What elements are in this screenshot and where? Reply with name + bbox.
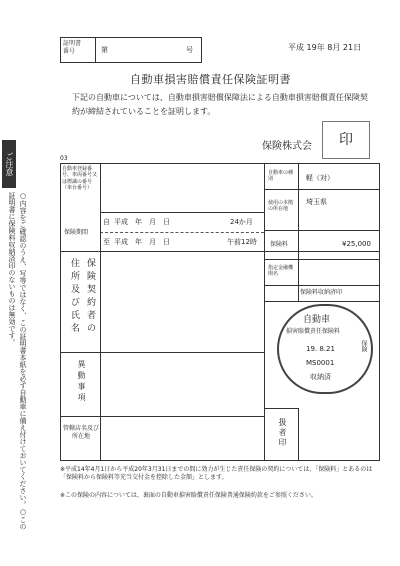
side-notice-header: ご注意 (2, 140, 16, 188)
row-line (264, 259, 380, 260)
base-location-value: 埼玉県 (306, 198, 327, 206)
form-number: 03 (60, 155, 68, 162)
stamp-status: 収納済 (310, 373, 331, 381)
period-from-prefix: 自 (103, 218, 110, 226)
col-line (264, 163, 265, 461)
period-label: 保険期間 (64, 229, 89, 236)
period-to-time: 午前12時 (227, 238, 257, 246)
row-line (264, 230, 380, 231)
period-from-time: 24か月 (230, 218, 253, 226)
certificate-number-go: 号 (186, 46, 193, 54)
row-line (264, 285, 380, 286)
company-seal (322, 121, 370, 159)
premium-value: ¥25,000 (342, 240, 371, 248)
stamp-line2: 損害賠償責任保険料 (286, 328, 341, 335)
base-location-label: 使用の本拠の所在地 (268, 200, 294, 213)
changes-label: 異動事項 (77, 360, 86, 404)
row-line (264, 301, 380, 302)
issue-date: 平成 19年 8月 21日 (288, 43, 362, 52)
vehicle-type-value: 軽（対） (306, 174, 334, 182)
divider (95, 37, 96, 63)
col-line (100, 163, 101, 461)
vehicle-id-label: 自動車登録番号、車両番号又は標識の番号（車台番号） (62, 166, 98, 191)
stamp-code: MS0001 (306, 359, 335, 367)
side-notice-text: ○内容をご確認のうえ、写等ではなく、この証明書本紙を必ず自動車に備え付けておいてください。○この証明書に保険料収納済印のないものは無効です。 (8, 192, 27, 530)
company-name: 保険株式会 (262, 141, 312, 152)
branch-label: 管轄店名及び所在地 (63, 425, 100, 440)
stamp-date: 19. 8.21 (306, 345, 335, 353)
dashed-line (100, 232, 264, 233)
row-line (264, 408, 298, 409)
col-line (298, 408, 299, 461)
certificate-number-dai: 第 (101, 46, 108, 54)
intro-text: 下記の自動車については、自動車損害賠償保障法による自動車損害賠償責任保険契約が締結されていることを証明します。 (72, 93, 368, 116)
stamp-line1: 自動車 (303, 315, 331, 325)
page-title: 自動車損害賠償責任保険証明書 (130, 73, 291, 86)
footnote-2: ※この保険の内容については、裏面の自動車損害賠償責任保険普通保険約款をご参照ください。 (60, 492, 317, 499)
period-to-prefix: 至 (103, 238, 110, 246)
company-seal-text: 印 (339, 132, 353, 148)
policyholder-label: 保険契約者の住所及び氏名 (69, 258, 95, 336)
receipt-label: 保険料収納済印 (300, 289, 343, 296)
row-line (100, 212, 264, 213)
row-line (60, 251, 380, 252)
premium-label: 保険料 (270, 241, 289, 248)
vehicle-type-label: 自動車の種別 (268, 170, 294, 183)
stamp-side: 保険 (360, 340, 367, 352)
row-line (60, 352, 264, 353)
row-line (264, 189, 380, 190)
period-from: 平成 年 月 日 (114, 218, 170, 226)
col-line (298, 163, 299, 301)
certificate-number-label: 証明書 番号 (63, 40, 82, 55)
footnote-1: ※平成14年4月1日から平成20年3月31日までの間に効力が生じた責任保険の契約については、「保険料」とあるのは「保険料から保険料等充当交付金を控除した金額」とします。 (60, 466, 373, 481)
handler-label: 扱者印 (278, 418, 287, 448)
row-line (60, 416, 264, 417)
designated-org-label: 指定金融機関名 (268, 265, 294, 278)
period-to: 平成 年 月 日 (114, 238, 170, 246)
